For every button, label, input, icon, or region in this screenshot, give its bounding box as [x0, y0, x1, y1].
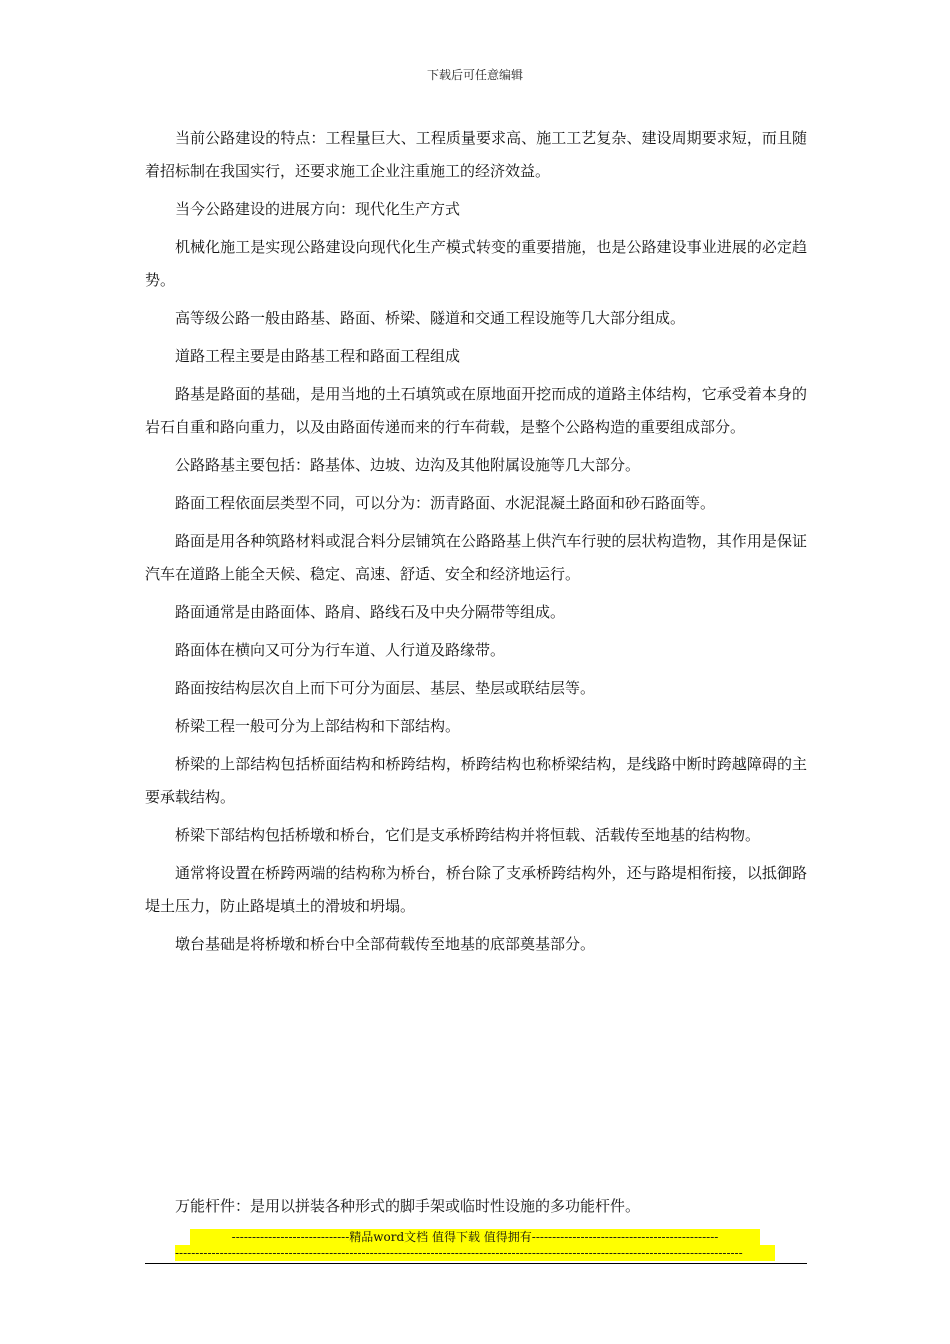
paragraph: 桥梁下部结构包括桥墩和桥台，它们是支承桥跨结构并将恒载、活载传至地基的结构物。	[175, 826, 761, 844]
paragraph: 公路路基主要包括：路基体、边坡、边沟及其他附属设施等几大部分。	[175, 456, 641, 474]
paragraph: 桥梁的上部结构包括桥面结构和桥跨结构，桥跨结构也称桥梁结构，是线路中断时跨越障碍的主要承载结构。	[145, 755, 807, 806]
footer-banner-line-2: --------------------------------------------------------------------------------------------------------------------------------------------	[175, 1245, 775, 1261]
paragraph: 路面通常是由路面体、路肩、路线石及中央分隔带等组成。	[175, 603, 566, 621]
bottom-paragraph: 万能杆件：是用以拼装各种形式的脚手架或临时性设施的多功能杆件。	[175, 1197, 641, 1215]
paragraph: 高等级公路一般由路基、路面、桥梁、隧道和交通工程设施等几大部分组成。	[175, 309, 686, 327]
paragraph: 路面是用各种筑路材料或混合料分层铺筑在公路路基上供汽车行驶的层状构造物，其作用是保证汽车在道路上能全天候、稳定、高速、舒适、安全和经济地运行。	[145, 532, 807, 583]
paragraph: 路面体在横向又可分为行车道、人行道及路缘带。	[175, 641, 506, 659]
paragraph: 路基是路面的基础，是用当地的土石填筑或在原地面开挖而成的道路主体结构，它承受着本身的岩石自重和路向重力，以及由路面传递而来的行车荷载，是整个公路构造的重要组成部分。	[145, 385, 807, 436]
paragraph: 道路工程主要是由路基工程和路面工程组成	[175, 347, 461, 365]
paragraph: 通常将设置在桥跨两端的结构称为桥台，桥台除了支承桥跨结构外，还与路堤相衔接，以抵御路堤土压力，防止路堤填土的滑坡和坍塌。	[145, 864, 807, 915]
paragraph: 路面工程依面层类型不同，可以分为：沥青路面、水泥混凝土路面和砂石路面等。	[175, 494, 716, 512]
paragraph: 当今公路建设的进展方向：现代化生产方式	[175, 200, 461, 218]
footer-banner-line-1: -----------------------------精品word文档 值得下载 值得拥有----------------------------------------------	[190, 1229, 760, 1245]
paragraph: 机械化施工是实现公路建设向现代化生产模式转变的重要措施，也是公路建设事业进展的必定趋势。	[145, 238, 807, 289]
page-header: 下载后可任意编辑	[426, 68, 523, 82]
footer-banner	[175, 1229, 775, 1261]
footer-divider	[145, 1263, 807, 1264]
paragraph: 墩台基础是将桥墩和桥台中全部荷载传至地基的底部奠基部分。	[175, 935, 596, 953]
document-body	[145, 122, 807, 966]
paragraph: 当前公路建设的特点：工程量巨大、工程质量要求高、施工工艺复杂、建设周期要求短，而且随着招标制在我国实行，还要求施工企业注重施工的经济效益。	[145, 129, 807, 180]
paragraph: 桥梁工程一般可分为上部结构和下部结构。	[175, 717, 461, 735]
paragraph: 路面按结构层次自上而下可分为面层、基层、垫层或联结层等。	[175, 679, 596, 697]
